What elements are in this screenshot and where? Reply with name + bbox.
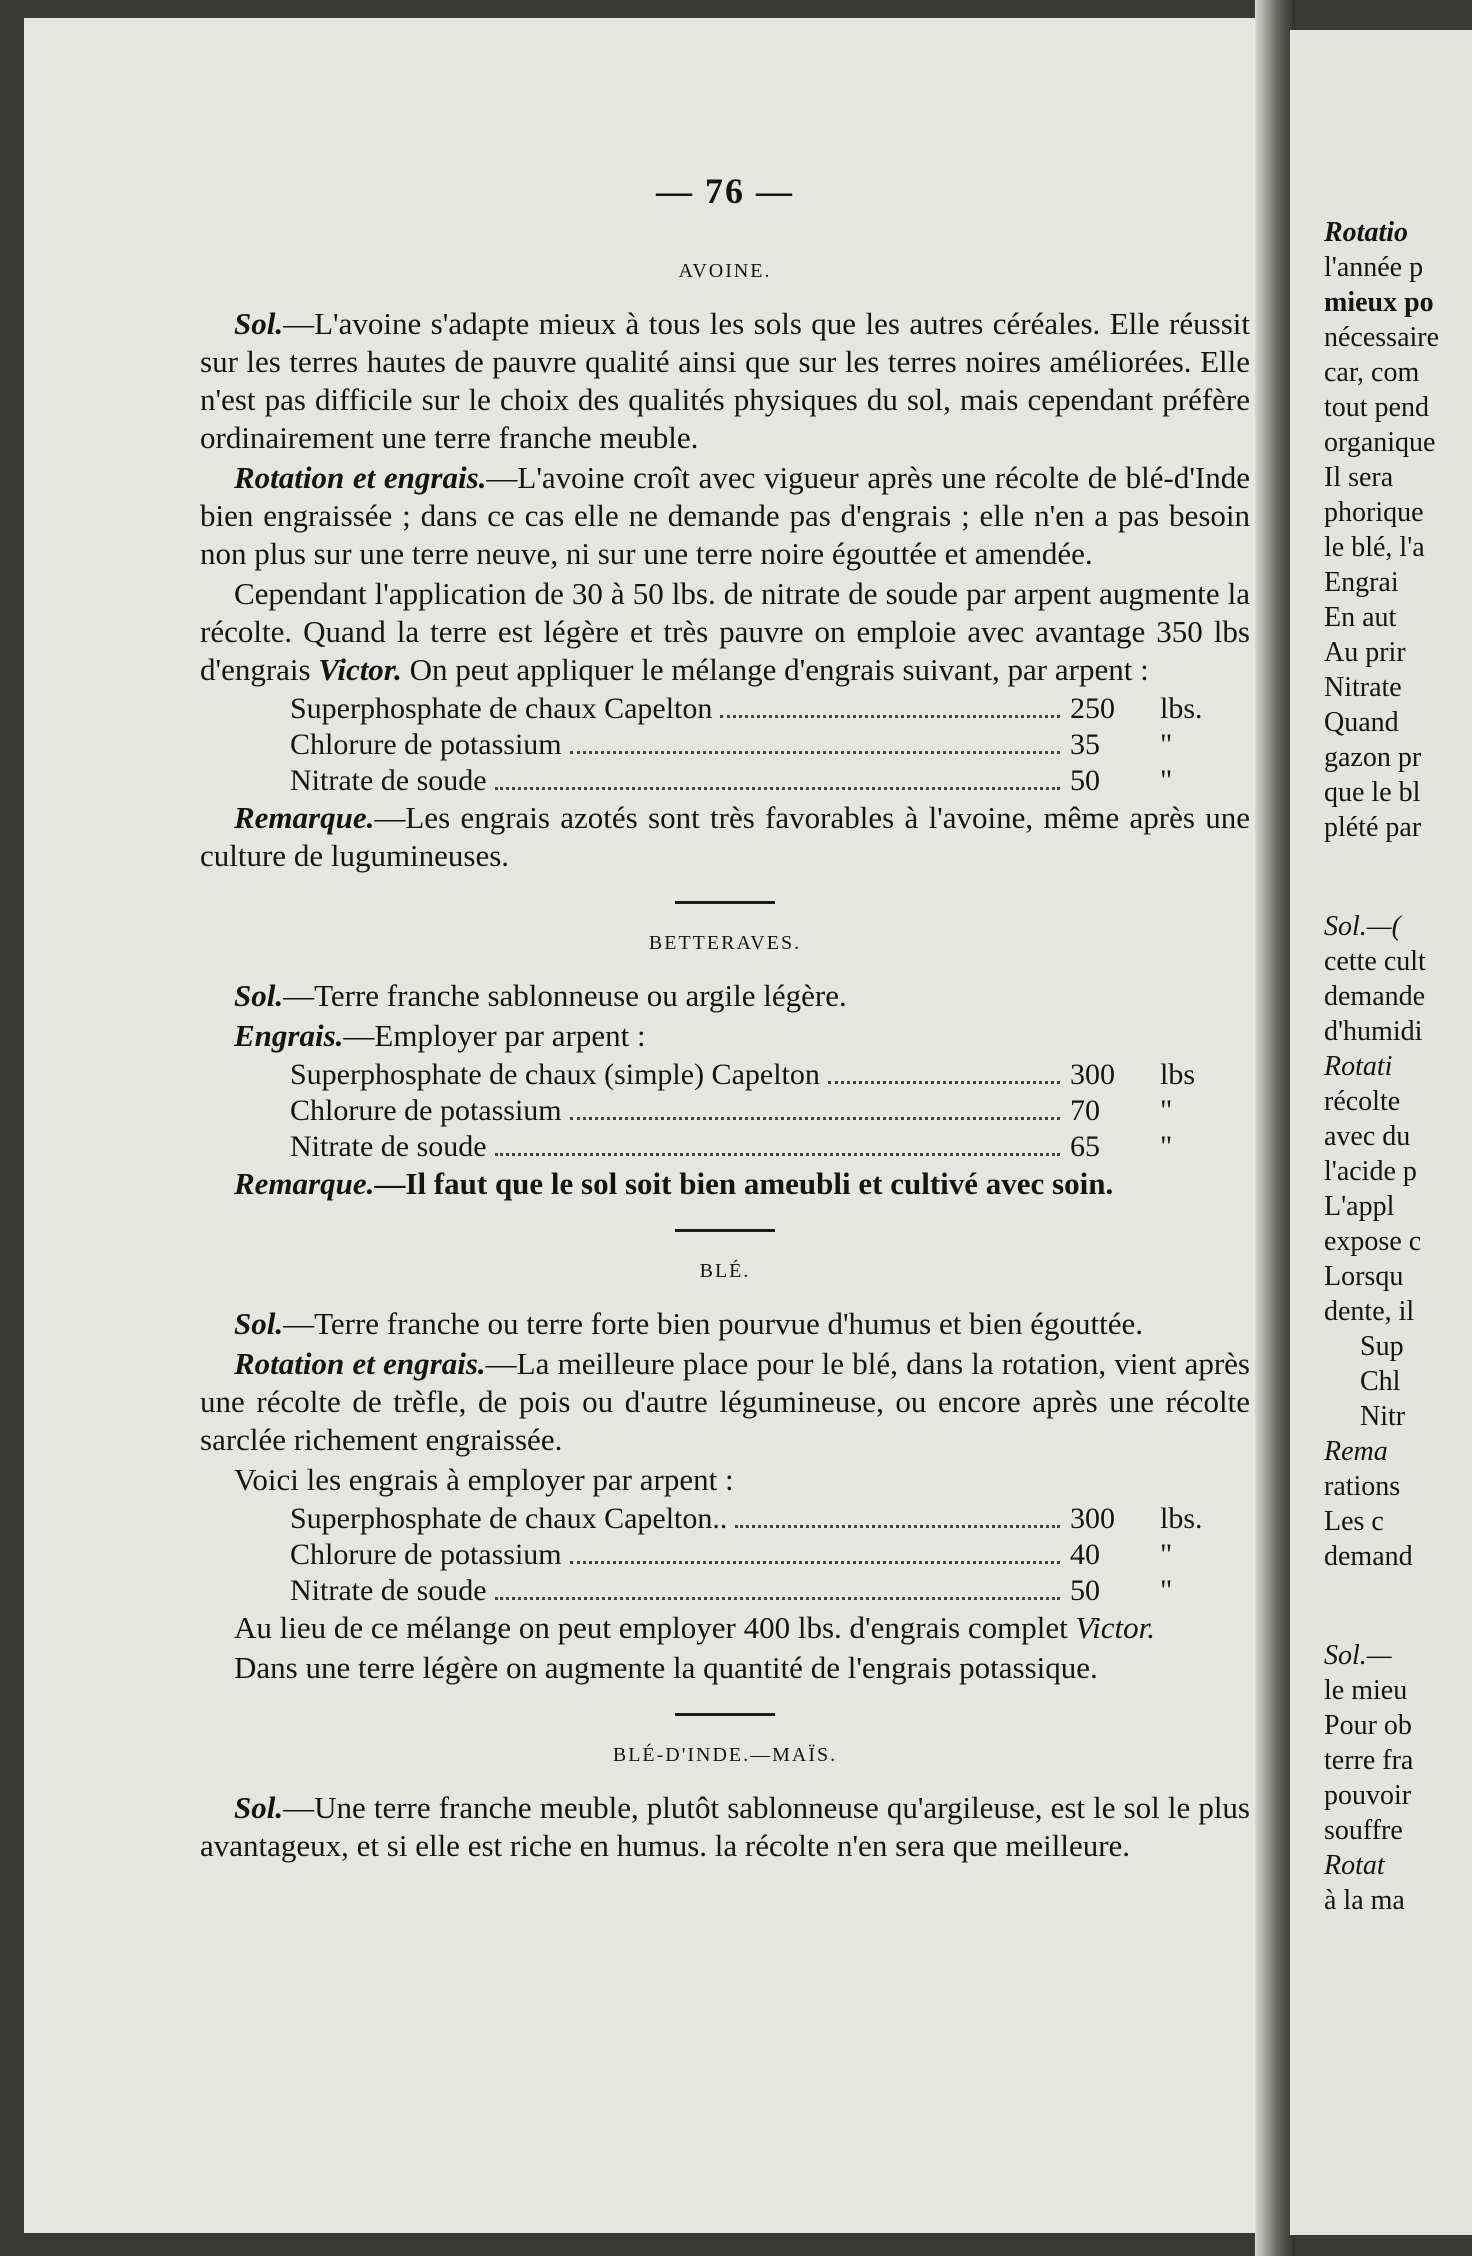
engrais-text: —Employer par arpent : [343, 1018, 646, 1053]
fertilizer-name: Nitrate de soude [290, 764, 487, 797]
fertilizer-name: Chlorure de potassium [290, 728, 562, 761]
right-line: le mieu [1324, 1675, 1408, 1706]
right-line: cette cult [1324, 946, 1426, 977]
section-title-mais: BLÉ-D'INDE.—MAÏS. [612, 1744, 838, 1766]
section-divider [675, 901, 775, 904]
right-line: Rema [1324, 1436, 1388, 1467]
book-gutter [1255, 0, 1295, 2256]
right-line: Rotatio [1324, 217, 1409, 248]
section-divider [675, 1713, 775, 1716]
right-line: Rotati [1324, 1051, 1393, 1082]
right-line: Lorsqu [1324, 1261, 1404, 1292]
right-line: Nitrate [1324, 672, 1402, 703]
fertilizer-qty: 300 [1070, 1502, 1115, 1535]
right-line: Quand [1324, 707, 1399, 738]
paragraph [200, 799, 1250, 875]
left-page-text [200, 170, 1250, 1867]
paragraph [200, 1345, 1250, 1459]
right-line: l'acide p [1324, 1156, 1417, 1187]
fertilizer-qty: 50 [1070, 1574, 1100, 1607]
right-line: expose c [1324, 1226, 1422, 1257]
paragraph [200, 1165, 1250, 1203]
rotation-text: —La meilleure place pour le blé, dans la rotation, vient après une récolte de trèfle, de pois ou d'autre légumineuse, ou encore après une récolte sarclée richement engraissée. [200, 1346, 1250, 1457]
fertilizer-qty: 65 [1070, 1130, 1100, 1163]
right-line: d'humidi [1324, 1016, 1423, 1047]
paragraph-text: On peut appliquer le mélange d'engrais suivant, par arpent : [409, 652, 1149, 687]
dot-leader [495, 786, 1060, 790]
paragraph [200, 1305, 1250, 1343]
right-line: Au prir [1324, 637, 1406, 668]
right-line: que le bl [1324, 777, 1421, 808]
fertilizer-name: Superphosphate de chaux Capelton [290, 692, 713, 725]
fertilizer-qty: 300 [1070, 1058, 1115, 1091]
fertilizer-row [290, 727, 1230, 763]
fertilizer-qty: 35 [1070, 728, 1100, 761]
right-line: phorique [1324, 497, 1424, 528]
fertilizer-name: Chlorure de potassium [290, 1538, 562, 1571]
right-line: dente, il [1324, 1296, 1415, 1327]
fertilizer-row [290, 1093, 1230, 1129]
fertilizer-row [290, 1501, 1230, 1537]
dot-leader [570, 1560, 1060, 1564]
right-page-fragment [1290, 30, 1472, 2235]
fertilizer-row [290, 1129, 1230, 1165]
right-line: demand [1324, 1541, 1413, 1572]
dot-leader [720, 714, 1060, 718]
fertilizer-unit: lbs. [1160, 1502, 1203, 1535]
fertilizer-row [290, 1573, 1230, 1609]
section-divider [675, 1229, 775, 1232]
sol-text: —Terre franche sablonneuse ou argile légère. [283, 978, 847, 1013]
right-line: souffre [1324, 1815, 1403, 1846]
rotation-label: Rotation et engrais. [234, 460, 487, 495]
right-line: terre fra [1324, 1745, 1414, 1776]
fertilizer-name: Chlorure de potassium [290, 1094, 562, 1127]
fertilizer-row [290, 1057, 1230, 1093]
fertilizer-unit: " [1160, 764, 1173, 797]
fertilizer-name: Superphosphate de chaux (simple) Capelton [290, 1058, 820, 1091]
right-line: avec du [1324, 1121, 1411, 1152]
paragraph [200, 1789, 1250, 1865]
engrais-label: Engrais. [234, 1018, 344, 1053]
remarque-text: —Il faut que le sol soit bien ameubli et cultivé avec soin. [374, 1166, 1114, 1201]
paragraph-text: Cependant l'application de 30 à 50 lbs. de nitrate de soude par arpent augmente la récolte. Quand la terre est légère et très pauvre on emploie avec avantage 350 lbs d'engrais [200, 576, 1250, 687]
rotation-label: Rotation et engrais. [234, 1346, 486, 1381]
paragraph-text: Au lieu de ce mélange on peut employer 400 lbs. d'engrais complet [234, 1610, 1068, 1645]
paragraph [200, 305, 1250, 457]
fertilizer-unit: " [1160, 1574, 1173, 1607]
right-line: Sol.— [1324, 1640, 1392, 1671]
fertilizer-qty: 250 [1070, 692, 1115, 725]
dot-leader [495, 1596, 1060, 1600]
section-title-ble: BLÉ. [699, 1260, 751, 1282]
right-line: Rotat [1324, 1850, 1385, 1881]
right-line: l'année p [1324, 252, 1424, 283]
right-line: demande [1324, 981, 1426, 1012]
right-line: à la ma [1324, 1885, 1405, 1916]
right-line: Il sera [1324, 462, 1394, 493]
right-line: L'appl [1324, 1191, 1395, 1222]
right-line: Chl [1360, 1366, 1401, 1397]
sol-text: —Terre franche ou terre forte bien pourvue d'humus et bien égouttée. [283, 1306, 1143, 1341]
section-title-avoine: AVOINE. [678, 260, 772, 282]
right-line: plété par [1324, 812, 1422, 843]
remarque-text: —Les engrais azotés sont très favorables à l'avoine, même après une culture de lugumineuses. [200, 800, 1250, 873]
fertilizer-unit: " [1160, 1130, 1173, 1163]
fertilizer-name: Nitrate de soude [290, 1574, 487, 1607]
remarque-label: Remarque. [234, 1166, 375, 1201]
right-line: mieux po [1324, 287, 1434, 318]
fertilizer-unit: " [1160, 728, 1173, 761]
rotation-text: —L'avoine croît avec vigueur après une récolte de blé-d'Inde bien engraissée ; dans ce cas elle ne demande pas d'engrais ; elle n'en a pas besoin non plus sur une terre neuve, ni sur une terre noire égouttée et amendée. [200, 460, 1250, 571]
paragraph [200, 1609, 1250, 1647]
dot-leader [570, 750, 1060, 754]
paragraph: Voici les engrais à employer par arpent : [234, 1462, 734, 1497]
fertilizer-row [290, 763, 1230, 799]
right-line: gazon pr [1324, 742, 1422, 773]
sol-label: Sol. [234, 306, 284, 341]
right-line: Les c [1324, 1506, 1384, 1537]
right-line: organique [1324, 427, 1436, 458]
fertilizer-row [290, 691, 1230, 727]
dot-leader [828, 1080, 1060, 1084]
fertilizer-qty: 70 [1070, 1094, 1100, 1127]
paragraph [200, 575, 1250, 689]
dot-leader [495, 1152, 1060, 1156]
fertilizer-unit: " [1160, 1094, 1173, 1127]
fertilizer-qty: 50 [1070, 764, 1100, 797]
fertilizer-unit: lbs. [1160, 692, 1203, 725]
right-line: le blé, l'a [1324, 532, 1425, 563]
paragraph [200, 1017, 1250, 1055]
paragraph: Dans une terre légère on augmente la quantité de l'engrais potassique. [234, 1650, 1098, 1685]
victor-brand: Victor. [1075, 1610, 1155, 1645]
remarque-label: Remarque. [234, 800, 375, 835]
right-line: En aut [1324, 602, 1397, 633]
sol-text: —Une terre franche meuble, plutôt sablonneuse qu'argileuse, est le sol le plus avantageux, et si elle est riche en humus. la récolte n'en sera que meilleure. [200, 1790, 1250, 1863]
paragraph [200, 459, 1250, 573]
right-line: Sup [1360, 1331, 1404, 1362]
right-line: Nitr [1360, 1401, 1406, 1432]
fertilizer-name: Nitrate de soude [290, 1130, 487, 1163]
right-line: Pour ob [1324, 1710, 1412, 1741]
fertilizer-row [290, 1537, 1230, 1573]
page-number: — 76 — [656, 171, 794, 211]
sol-text: —L'avoine s'adapte mieux à tous les sols que les autres céréales. Elle réussit sur les terres hautes de pauvre qualité ainsi que sur les terres noires améliorées. Elle n'est pas difficile sur le choix des qualités physiques du sol, mais cependant préfère ordinairement une terre franche meuble. [200, 306, 1250, 455]
fertilizer-name: Superphosphate de chaux Capelton.. [290, 1502, 728, 1535]
right-line: récolte [1324, 1086, 1401, 1117]
right-line: rations [1324, 1471, 1401, 1502]
fertilizer-qty: 40 [1070, 1538, 1100, 1571]
dot-leader [735, 1524, 1060, 1528]
paragraph [200, 977, 1250, 1015]
sol-label: Sol. [234, 1790, 284, 1825]
right-line: tout pend [1324, 392, 1429, 423]
dot-leader [570, 1116, 1060, 1120]
fertilizer-unit: lbs [1160, 1058, 1196, 1091]
right-line: pouvoir [1324, 1780, 1412, 1811]
sol-label: Sol. [234, 1306, 284, 1341]
sol-label: Sol. [234, 978, 284, 1013]
right-line: nécessaire [1324, 322, 1440, 353]
right-line: Engrai [1324, 567, 1399, 598]
right-line: Sol.—( [1324, 911, 1401, 942]
right-line: car, com [1324, 357, 1420, 388]
section-title-betteraves: BETTERAVES. [648, 932, 802, 954]
victor-brand: Victor. [318, 652, 402, 687]
fertilizer-unit: " [1160, 1538, 1173, 1571]
